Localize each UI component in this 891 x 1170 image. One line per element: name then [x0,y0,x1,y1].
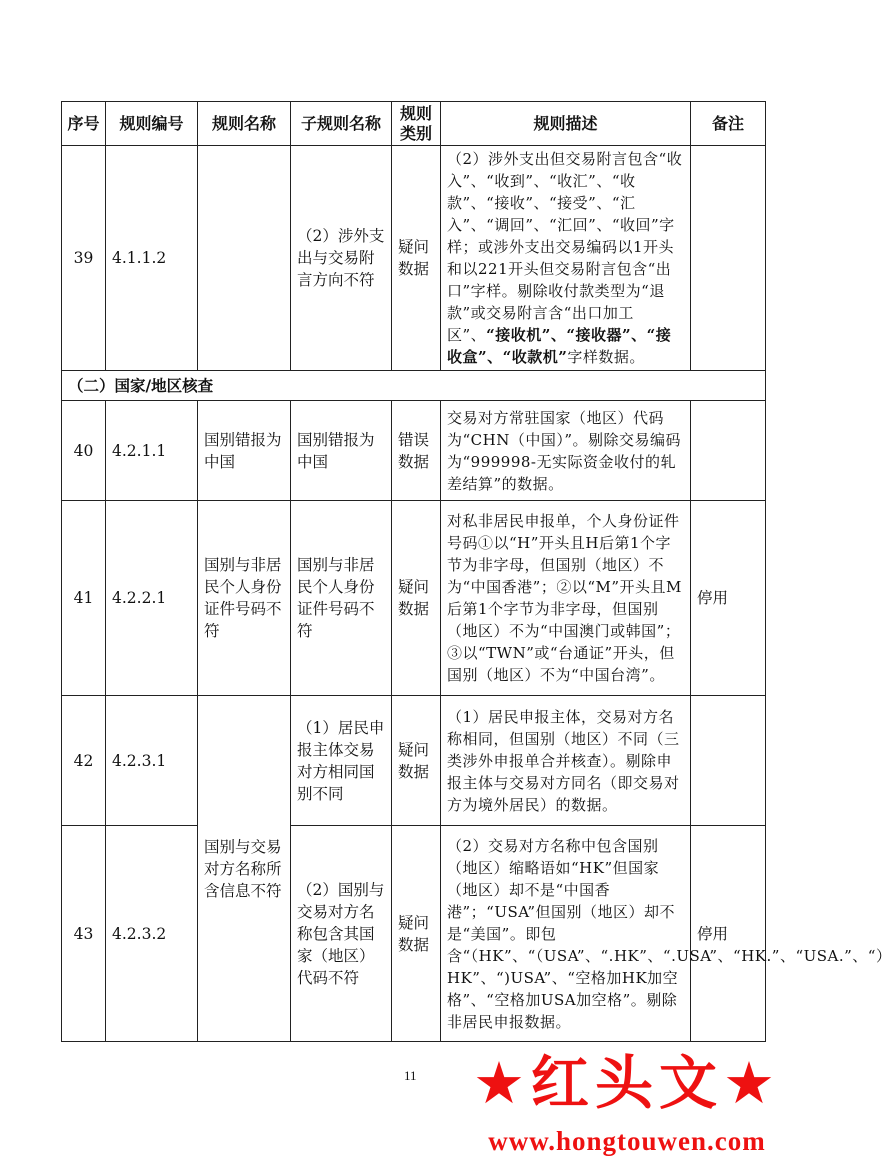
section-row [62,371,766,401]
row-note [691,401,766,501]
row-name: 国别与非居民个人身份证件号码不符 [198,501,291,696]
row-seq: 43 [62,826,106,1042]
row-note [691,146,766,371]
header-row [62,102,766,146]
table-row [62,401,766,501]
table-row [62,501,766,696]
row-seq: 42 [62,696,106,826]
header-seq: 序号 [62,102,106,146]
row-code: 4.2.2.1 [106,501,198,696]
row-code: 4.2.1.1 [106,401,198,501]
header-rule-category: 规则类别 [392,102,441,146]
description-bold-text: “接收机”、“接收器”、“接收盒”、“收款机” [447,326,672,366]
row-category: 疑问数据 [392,826,441,1042]
description-text: （2）涉外支出但交易附言包含“收入”、“收到”、“收汇”、“收款”、“接收”、“接受”、“汇入”、“调回”、“汇回”、“收回”字样；或涉外支出交易编码以1开头和以221开头但交易附言包含“出口”字样。剔除收付款类型为“退款”或交易附言含“出口加工区”、 [447,150,683,344]
section-heading: （二）国家/地区核查 [62,371,766,401]
row-name [198,146,291,371]
rules-table [61,101,891,1042]
description-tail-text: 字样数据。 [567,348,645,366]
row-subname: （2）涉外支出与交易附言方向不符 [291,146,392,371]
row-code: 4.2.3.1 [106,696,198,826]
watermark-url: www.hongtouwen.com [488,1126,766,1156]
row-category: 疑问数据 [392,146,441,371]
row-seq: 40 [62,401,106,501]
table-row [62,146,766,371]
header-rule-description: 规则描述 [441,102,691,146]
row-subname: （1）居民申报主体交易对方相同国别不同 [291,696,392,826]
page-number: 11 [404,1068,417,1083]
row-name: 国别与交易对方名称所含信息不符 [198,696,291,1042]
row-subname: 国别与非居民个人身份证件号码不符 [291,501,392,696]
row-note: 停用 [691,501,766,696]
row-note [691,696,766,826]
row-code: 4.2.3.2 [106,826,198,1042]
row-description [441,146,691,371]
row-seq: 39 [62,146,106,371]
table-row [62,696,766,826]
row-seq: 41 [62,501,106,696]
watermark-title: ★红头文★ [473,1049,781,1117]
row-description: 交易对方常驻国家（地区）代码为“CHN（中国）”。剔除交易编码为“999998-无实际资金收付的轧差结算”的数据。 [441,401,691,501]
row-category: 疑问数据 [392,501,441,696]
row-category: 错误数据 [392,401,441,501]
header-subrule-name: 子规则名称 [291,102,392,146]
row-note: 停用 [691,826,766,1042]
row-description: （1）居民申报主体，交易对方名称相同，但国别（地区）不同（三类涉外申报单合并核查）。剔除申报主体与交易对方同名（即交易对方为境外居民）的数据。 [441,696,691,826]
header-rule-code: 规则编号 [106,102,198,146]
row-code: 4.1.1.2 [106,146,198,371]
row-subname: （2）国别与交易对方名称包含其国家（地区）代码不符 [291,826,392,1042]
row-category: 疑问数据 [392,696,441,826]
row-description: （2）交易对方名称中包含国别（地区）缩略语如“HK”但国家（地区）却不是“中国香港”；“USA”但国别（地区）却不是“美国”。即包含“（HK”、“（USA”、“.HK”、“.USA”、“HK.”、“USA.”、“）HK”、“)USA”、“空格加HK加空格”、“空格加USA加空格”。剔除非居民申报数据。 [441,826,691,1042]
row-name: 国别错报为中国 [198,401,291,501]
row-description: 对私非居民申报单，个人身份证件号码①以“H”开头且H后第1个字节为非字母，但国别（地区）不为“中国香港”；②以“M”开头且M后第1个字节为非字母，但国别（地区）不为“中国澳门或韩国”；③以“TWN”或“台通证”开头，但国别（地区）不为“中国台湾”。 [441,501,691,696]
table-row [62,826,766,1042]
header-rule-name: 规则名称 [198,102,291,146]
watermark [437,1046,817,1164]
header-note: 备注 [691,102,766,146]
row-subname: 国别错报为中国 [291,401,392,501]
